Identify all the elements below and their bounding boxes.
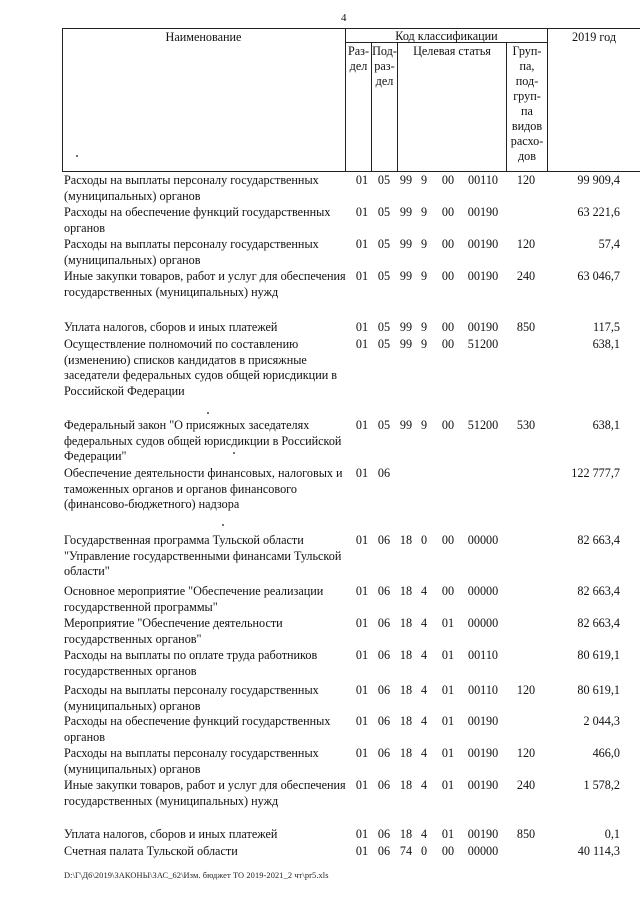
header-razdel: Раз- дел [347, 44, 370, 73]
cell-s1: 99 [399, 205, 413, 219]
cell-s2: 9 [420, 237, 428, 251]
cell-p: 06 [377, 827, 391, 841]
page-number: 4 [341, 12, 347, 24]
cell-s4: 00190 [467, 746, 499, 760]
cell-s2: 4 [420, 584, 428, 598]
cell-s2: 9 [420, 205, 428, 219]
cell-v: 0,1 [604, 827, 620, 841]
row-name: Расходы на выплаты персоналу государственных (муниципальных) органов [64, 237, 319, 267]
cell-v: 638,1 [592, 418, 620, 432]
cell-g: 120 [516, 173, 536, 187]
row-name: Иные закупки товаров, работ и услуг для обеспечения государственных (муниципальных) нужд [64, 778, 346, 808]
cell-p: 06 [377, 714, 391, 728]
cell-s4: 00190 [467, 205, 499, 219]
scan-dot [222, 524, 224, 526]
cell-s1: 99 [399, 337, 413, 351]
header-code-group: Код классификации [395, 29, 498, 43]
row-name: Расходы на выплаты по оплате труда работников государственных органов [64, 648, 318, 678]
cell-v: 80 619,1 [577, 683, 620, 697]
row-name: Расходы на выплаты персоналу государственных (муниципальных) органов [64, 746, 319, 776]
cell-s2: 9 [420, 173, 428, 187]
header-name: Наименование [165, 30, 242, 44]
cell-s2: 4 [420, 746, 428, 760]
cell-p: 05 [377, 337, 391, 351]
cell-v: 40 114,3 [577, 844, 620, 858]
cell-r: 01 [355, 683, 369, 697]
cell-s1: 18 [399, 533, 413, 547]
cell-s2: 4 [420, 827, 428, 841]
cell-s3: 00 [441, 533, 455, 547]
cell-r: 01 [355, 237, 369, 251]
cell-s4: 00000 [467, 584, 499, 598]
row-name: Мероприятие "Обеспечение деятельности государственных органов" [64, 616, 283, 646]
scan-dot [76, 155, 78, 157]
cell-s1: 18 [399, 616, 413, 630]
cell-s4: 00190 [467, 237, 499, 251]
cell-r: 01 [355, 269, 369, 283]
cell-p: 06 [377, 616, 391, 630]
scan-dot [207, 412, 209, 414]
cell-v: 80 619,1 [577, 648, 620, 662]
row-name: Расходы на обеспечение функций государственных органов [64, 205, 331, 235]
row-name: Федеральный закон "О присяжных заседателях федеральных судов общей юрисдикции в Российской Федерации" [64, 418, 342, 463]
cell-r: 01 [355, 418, 369, 432]
cell-s4: 00000 [467, 533, 499, 547]
cell-s3: 00 [441, 337, 455, 351]
cell-r: 01 [355, 778, 369, 792]
cell-s2: 4 [420, 714, 428, 728]
cell-p: 06 [377, 533, 391, 547]
cell-r: 01 [355, 320, 369, 334]
cell-p: 05 [377, 320, 391, 334]
cell-v: 57,4 [598, 237, 620, 251]
cell-s4: 00190 [467, 827, 499, 841]
cell-s2: 0 [420, 844, 428, 858]
cell-s2: 4 [420, 778, 428, 792]
cell-r: 01 [355, 337, 369, 351]
cell-s1: 18 [399, 778, 413, 792]
cell-s4: 00000 [467, 844, 499, 858]
cell-p: 06 [377, 648, 391, 662]
cell-p: 05 [377, 173, 391, 187]
cell-v: 466,0 [592, 746, 620, 760]
row-name: Основное мероприятие "Обеспечение реализации государственной программы" [64, 584, 324, 614]
cell-s4: 00190 [467, 778, 499, 792]
cell-s1: 74 [399, 844, 413, 858]
row-name: Государственная программа Тульской области "Управление государственными финансами Тульской области" [64, 533, 342, 578]
cell-s3: 00 [441, 320, 455, 334]
row-name: Осуществление полномочий по составлению (изменению) списков кандидатов в присяжные заседатели федеральных судов общей юрисдикции в Российской Федерации [64, 337, 338, 398]
cell-s1: 99 [399, 237, 413, 251]
cell-s1: 18 [399, 827, 413, 841]
cell-s3: 01 [441, 827, 455, 841]
cell-s4: 51200 [467, 418, 499, 432]
cell-s4: 00190 [467, 320, 499, 334]
cell-s1: 99 [399, 418, 413, 432]
cell-p: 05 [377, 269, 391, 283]
row-name: Счетная палата Тульской области [64, 844, 238, 858]
cell-r: 01 [355, 648, 369, 662]
cell-r: 01 [355, 173, 369, 187]
cell-s2: 0 [420, 533, 428, 547]
cell-p: 06 [377, 778, 391, 792]
row-name: Уплата налогов, сборов и иных платежей [64, 320, 278, 334]
cell-s4: 00110 [467, 173, 499, 187]
cell-s3: 01 [441, 648, 455, 662]
cell-p: 06 [377, 844, 391, 858]
cell-s1: 99 [399, 269, 413, 283]
cell-g: 120 [516, 237, 536, 251]
cell-r: 01 [355, 714, 369, 728]
cell-s3: 01 [441, 714, 455, 728]
cell-s1: 18 [399, 714, 413, 728]
cell-s3: 01 [441, 778, 455, 792]
cell-g: 240 [516, 778, 536, 792]
cell-s2: 4 [420, 648, 428, 662]
cell-r: 01 [355, 746, 369, 760]
cell-v: 122 777,7 [571, 466, 620, 480]
cell-s1: 99 [399, 320, 413, 334]
cell-p: 06 [377, 683, 391, 697]
cell-p: 06 [377, 584, 391, 598]
cell-p: 05 [377, 237, 391, 251]
cell-p: 05 [377, 205, 391, 219]
cell-p: 06 [377, 466, 391, 480]
row-name: Расходы на выплаты персоналу государственных (муниципальных) органов [64, 173, 319, 203]
cell-s4: 51200 [467, 337, 499, 351]
cell-s2: 4 [420, 616, 428, 630]
cell-r: 01 [355, 616, 369, 630]
cell-v: 99 909,4 [577, 173, 620, 187]
cell-r: 01 [355, 827, 369, 841]
cell-s4: 00110 [467, 648, 499, 662]
cell-g: 850 [516, 320, 536, 334]
cell-g: 120 [516, 746, 536, 760]
cell-v: 2 044,3 [583, 714, 620, 728]
cell-s2: 9 [420, 269, 428, 283]
cell-s1: 18 [399, 584, 413, 598]
cell-s2: 9 [420, 418, 428, 432]
row-name: Расходы на выплаты персоналу государственных (муниципальных) органов [64, 683, 319, 713]
cell-s3: 00 [441, 205, 455, 219]
cell-s4: 00190 [467, 714, 499, 728]
cell-s3: 00 [441, 269, 455, 283]
cell-s3: 00 [441, 418, 455, 432]
cell-s3: 00 [441, 844, 455, 858]
cell-g: 850 [516, 827, 536, 841]
cell-s3: 00 [441, 584, 455, 598]
cell-s2: 9 [420, 320, 428, 334]
header-year: 2019 год [571, 30, 617, 44]
cell-r: 01 [355, 844, 369, 858]
cell-s3: 00 [441, 237, 455, 251]
cell-s2: 9 [420, 337, 428, 351]
row-name: Расходы на обеспечение функций государственных органов [64, 714, 331, 744]
cell-s1: 18 [399, 648, 413, 662]
cell-s3: 01 [441, 683, 455, 697]
cell-r: 01 [355, 466, 369, 480]
cell-s1: 99 [399, 173, 413, 187]
header-group: Груп- па, под- груп- па видов расхо- дов [510, 44, 544, 163]
cell-s4: 00190 [467, 269, 499, 283]
cell-v: 63 046,7 [577, 269, 620, 283]
header-target: Целевая статья [413, 44, 491, 58]
cell-r: 01 [355, 205, 369, 219]
cell-v: 638,1 [592, 337, 620, 351]
cell-v: 117,5 [593, 320, 620, 334]
cell-s4: 00000 [467, 616, 499, 630]
cell-r: 01 [355, 533, 369, 547]
cell-s1: 18 [399, 683, 413, 697]
cell-s4: 00110 [467, 683, 499, 697]
cell-v: 82 663,4 [577, 584, 620, 598]
cell-p: 05 [377, 418, 391, 432]
file-path-footer: D:\Г\Д6\2019\ЗАКОНЫ\ЗАС_62\Изм. бюджет ТО 2019-2021_2 чт\pr5.xls [64, 871, 329, 880]
row-name: Иные закупки товаров, работ и услуг для обеспечения государственных (муниципальных) нужд [64, 269, 346, 299]
cell-g: 240 [516, 269, 536, 283]
row-name: Обеспечение деятельности финансовых, налоговых и таможенных органов и органов финансового (финансово-бюджетного) надзора [64, 466, 343, 511]
header-podrazdel: Под- раз- дел [372, 44, 397, 88]
cell-g: 530 [516, 418, 536, 432]
cell-r: 01 [355, 584, 369, 598]
cell-s3: 01 [441, 616, 455, 630]
cell-v: 1 578,2 [583, 778, 620, 792]
cell-s1: 18 [399, 746, 413, 760]
cell-v: 82 663,4 [577, 616, 620, 630]
cell-s3: 01 [441, 746, 455, 760]
cell-s2: 4 [420, 683, 428, 697]
cell-p: 06 [377, 746, 391, 760]
cell-g: 120 [516, 683, 536, 697]
cell-v: 82 663,4 [577, 533, 620, 547]
cell-v: 63 221,6 [577, 205, 620, 219]
cell-s3: 00 [441, 173, 455, 187]
row-name: Уплата налогов, сборов и иных платежей [64, 827, 278, 841]
